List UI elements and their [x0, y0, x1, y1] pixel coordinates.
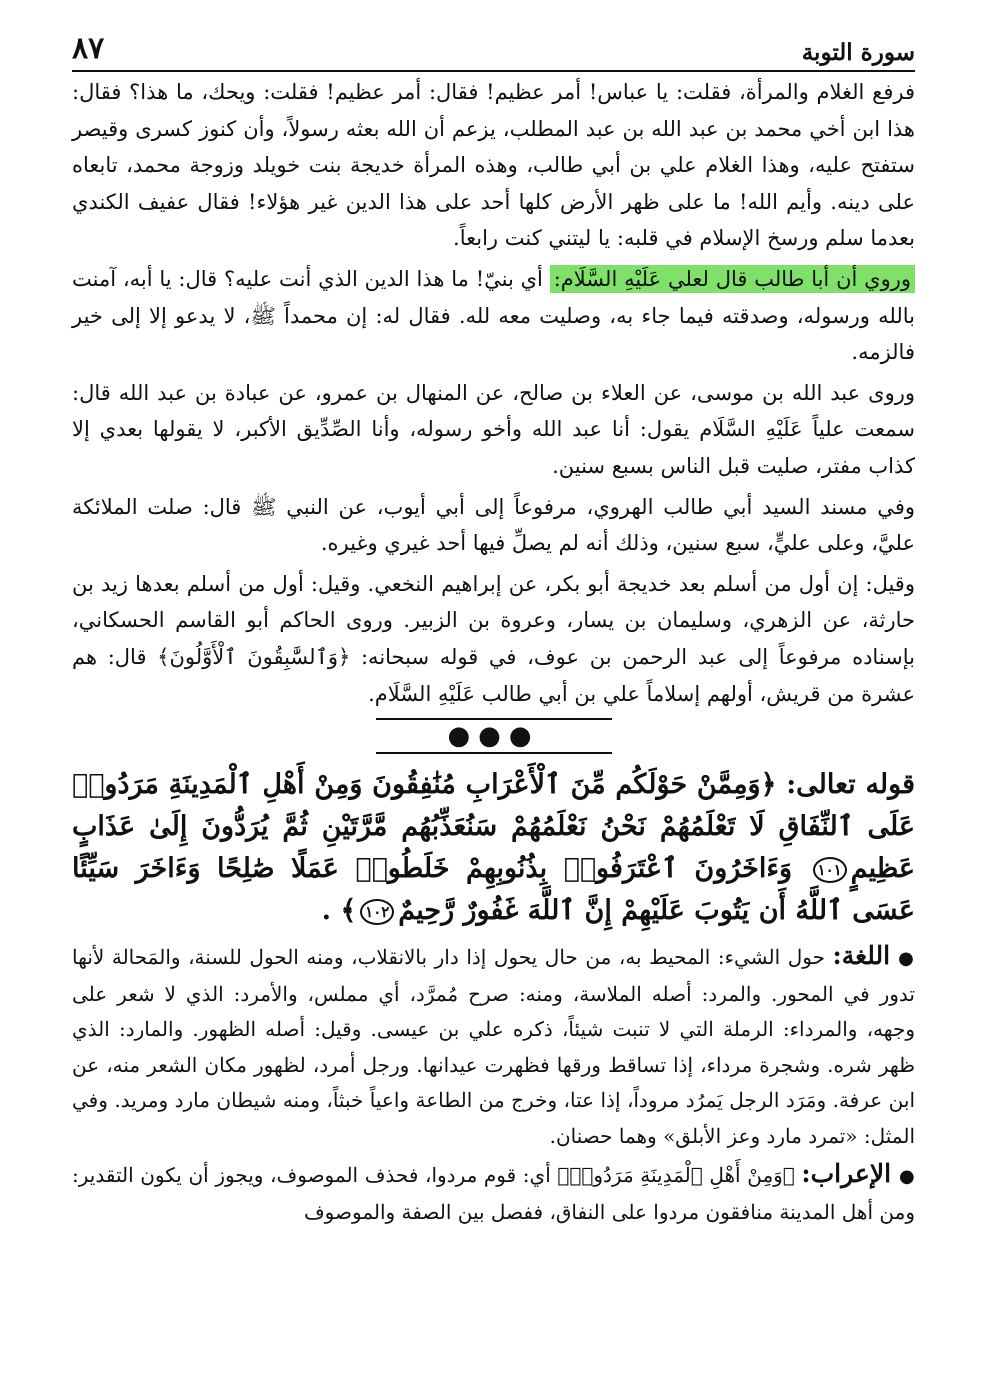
lugha-label: اللغة:	[832, 941, 891, 971]
highlighted-text[interactable]: وروي أن أبا طالب قال لعلي عَلَيْهِ السَّلَام:	[550, 265, 915, 293]
bullet-icon: ●	[898, 948, 915, 970]
irab-label: الإعراب:	[801, 1159, 892, 1189]
divider-rule-bottom	[376, 752, 612, 754]
lugha-text: حول الشيء: المحيط به، من حال يحول إذا دار بالانقلاب، ومنه الحول للسنة، والمَحالة لأنها تدور في المحور. والمرد: أصله الملاسة، ومنه: صرح مُمرَّد، أي مملس، والأمرد: الذي لا شعر على وجهه، والمرداء: الرملة التي لا تنبت شيئاً، ذكره علي بن عيسى. وقيل: أصله الظهور. والمارد: الذي ظهر شره. وشجرة مرداء، إذا تساقط ورقها فظهرت عيدانها. ورجل أمرد، لظهور مكان الشعر منه، عن ابن عرفة. ومَرَد الرجل يَمرُد مروداً، إذا عتا، وخرج من الطاعة واعياً خبثاً، ومنه شيطان مارد ومريد. وفي المثل: «تمرد مارد وعز الأبلق» وهما حصنان.	[72, 945, 916, 1148]
quran-verse	[72, 758, 915, 932]
paragraph-5: وقيل: إن أول من أسلم بعد خديجة أبو بكر، عن إبراهيم النخعي. وقيل: أول من أسلم بعدها زيد بن حارثة، عن الزهري، وسليمان بن يسار، وعروة بن الزبير. وروى الحاكم أبو القاسم الحسكاني، بإسناده مرفوعاً إلى عبد الرحمن بن عوف، في قوله سبحانه: ﴿وَٱلسَّٰبِقُونَ ٱلْأَوَّلُونَ﴾ قال: هم عشرة من قريش، أولهم إسلاماً علي بن أبي طالب عَلَيْهِ السَّلَام.	[72, 571, 915, 706]
verse-text-1: ﴿وَمِمَّنْ حَوْلَكُم مِّنَ ٱلْأَعْرَابِ مُنَٰفِقُونَ وَمِنْ أَهْلِ ٱلْمَدِينَةِ مَرَدُوا۟ عَلَى ٱلنِّفَاقِ لَا تَعْلَمُهُمْ نَحْنُ نَعْلَمُهُمْ سَنُعَذِّبُهُم مَّرَّتَيْنِ ثُمَّ يُرَدُّونَ إِلَىٰ عَذَابٍ عَظِيمٍ	[72, 769, 915, 885]
ayah-number-2: ١٠٢	[360, 899, 394, 925]
verse-text-2: وَءَاخَرُونَ ٱعْتَرَفُوا۟ بِذُنُوبِهِمْ خَلَطُوا۟ عَمَلًا صَٰلِحًا وَءَاخَرَ سَيِّئًا عَسَى ٱللَّهُ أَن يَتُوبَ عَلَيْهِمْ إِنَّ ٱللَّهَ غَفُورٌ رَّحِيمٌ	[72, 853, 915, 927]
irab-quote: ﴿وَمِنْ أَهْلِ ٱلْمَدِينَةِ مَرَدُوا۟﴾	[557, 1163, 802, 1188]
paragraph-1: فرفع الغلام والمرأة، فقلت: يا عباس! أمر عظيم! فقال: أمر عظيم! فقلت: ويحك، ما هذا؟ فقال: هذا ابن أخي محمد بن عبد الله بن عبد المطلب، يزعم أن الله بعثه رسولاً، وأن كنوز كسرى وقيصر ستفتح عليه، وهذا الغلام علي بن أبي طالب، وهذه المرأة خديجة بنت خويلد وزوجة محمد، تابعاه على دينه. وأيم الله! ما على ظهر الأرض كلها أحد على هذا الدين غير هؤلاء! فقال عفيف الكندي بعدما سلم ورسخ الإسلام في قلبه: يا ليتني كنت رابعاً.	[72, 80, 915, 251]
paragraph-2-rest: أي بنيّ! ما هذا الدين الذي أنت عليه؟ قال: يا أبه، آمنت بالله ورسوله، وصدقته فيما جاء به، وصليت معه لله. فقال له: إن محمداً ﷺ، لا يدعو إلا إلى خير فالزمه.	[72, 266, 915, 365]
surah-name: سورة التوبة	[801, 39, 915, 66]
paragraph-2	[72, 257, 915, 371]
divider-dots: ●●●	[447, 721, 540, 752]
irab-section	[72, 1154, 915, 1230]
ayah-number-1: ١٠١	[813, 857, 847, 883]
page-number: ٨٧	[72, 32, 105, 65]
paragraph-4: وفي مسند السيد أبي طالب الهروي، مرفوعاً إلى أبي أيوب، عن النبي ﷺ قال: صلت الملائكة عليَّ، وعلى عليٍّ، سبع سنين، وذلك أنه لم يصلِّ فيها أحد غيري وغيره.	[72, 494, 915, 556]
lugha-section	[72, 936, 915, 1154]
bullet-icon: ●	[899, 1166, 915, 1188]
verse-closing: ﴾ .	[321, 895, 357, 927]
irab-text: أي: قوم مردوا، فحذف الموصوف، ويجوز أن يكون التقدير: ومن أهل المدينة منافقون مردوا على النفاق، ففصل بين الصفة والموصوف	[72, 1163, 915, 1224]
page-header	[72, 14, 915, 72]
verse-intro: قوله تعالى:	[776, 769, 915, 801]
paragraph-3: وروى عبد الله بن موسى، عن العلاء بن صالح، عن المنهال بن عمرو، عن عبادة بن عبد الله قال: سمعت علياً عَلَيْهِ السَّلَام يقول: أنا عبد الله وأخو رسوله، وأنا الصِّدِّيق الأكبر، لا يقولها بعدي إلا كذاب مفتر، صليت قبل الناس بسبع سنين.	[72, 380, 915, 478]
section-divider	[376, 718, 612, 754]
